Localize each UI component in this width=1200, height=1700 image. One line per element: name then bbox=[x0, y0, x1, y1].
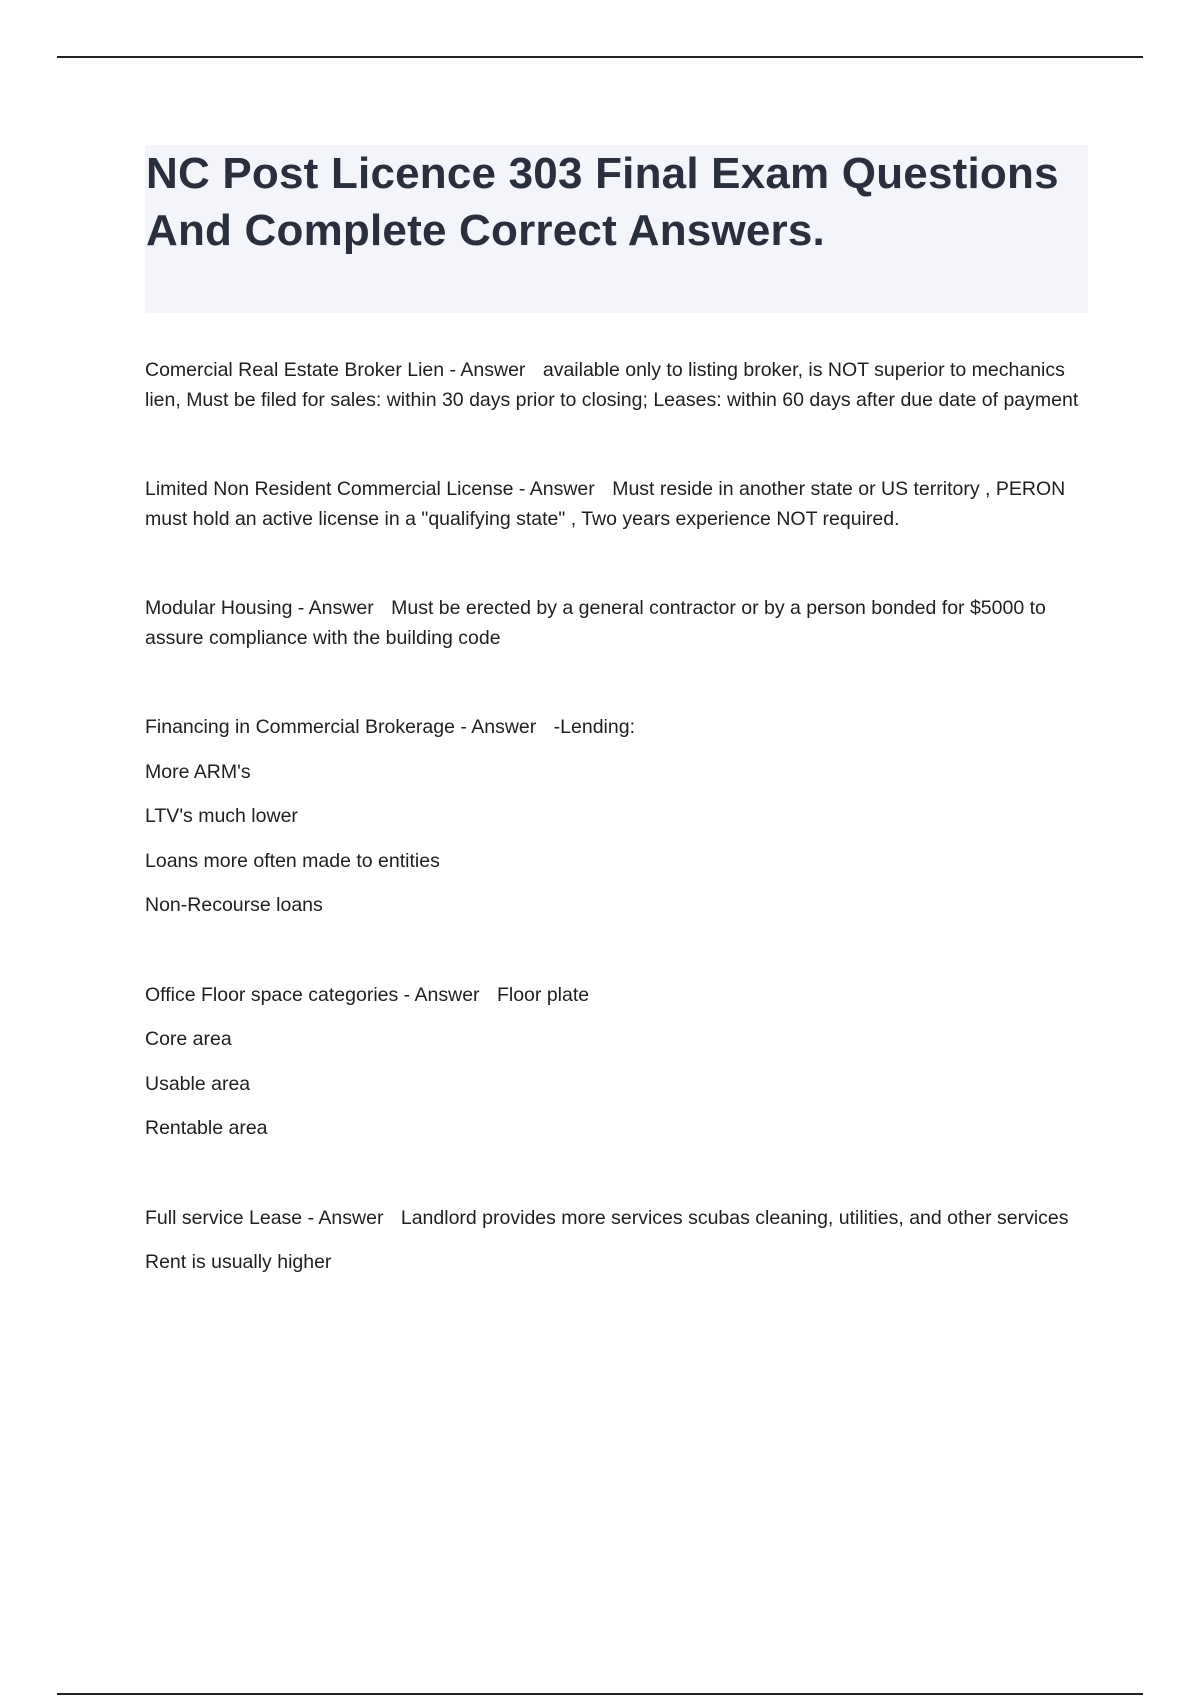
qa-entry bbox=[145, 475, 1090, 534]
qa-answer-line: Core area bbox=[145, 1028, 232, 1050]
qa-first-line bbox=[145, 475, 1090, 534]
qa-answer-line: More ARM's bbox=[145, 760, 251, 783]
document-title: NC Post Licence 303 Final Exam Questions And Complete Correct Answers. bbox=[146, 149, 1059, 255]
qa-entry bbox=[145, 981, 1090, 1144]
answer-label: - Answer bbox=[454, 716, 542, 738]
top-rule bbox=[57, 56, 1143, 58]
qa-answer-line: -Lending: bbox=[553, 716, 635, 738]
qa-term: Modular Housing bbox=[145, 597, 293, 619]
qa-answer-line: Must be erected by a general contractor or by a person bonded for $5000 to assure compliance with the building code bbox=[145, 597, 1046, 649]
qa-first-line bbox=[145, 594, 1090, 653]
title-block bbox=[145, 145, 1088, 313]
qa-answer-line: Rent is usually higher bbox=[145, 1251, 332, 1273]
qa-answer-line: Landlord provides more services scubas cleaning, utilities, and other services bbox=[400, 1206, 1069, 1229]
qa-term: Full service Lease bbox=[145, 1206, 303, 1229]
answer-label: - Answer bbox=[444, 359, 531, 381]
qa-term: Comercial Real Estate Broker Lien bbox=[145, 359, 445, 381]
answer-label: - Answer bbox=[302, 1206, 389, 1229]
answer-label: - Answer bbox=[513, 478, 601, 500]
qa-answer-line: Rentable area bbox=[145, 1117, 268, 1139]
qa-first-line bbox=[145, 713, 1090, 743]
qa-answer-line: LTV's much lower bbox=[145, 805, 298, 827]
qa-first-line bbox=[145, 356, 1090, 415]
qa-term: Office Floor space categories bbox=[145, 983, 399, 1006]
bottom-rule bbox=[57, 1693, 1143, 1695]
qa-answer-line: Loans more often made to entities bbox=[145, 849, 440, 872]
qa-answer-line: Floor plate bbox=[496, 983, 590, 1006]
answer-label: - Answer bbox=[292, 597, 380, 619]
qa-answer-line: available only to listing broker, is NOT superior to mechanics lien, Must be filed for sales: within 30 days prior to closing; Leases: within 60 days after due date of payment bbox=[145, 359, 1079, 411]
qa-answer-line: Must reside in another state or US territory , PERON must hold an active license in a "qualifying state" , Two years experience NOT required. bbox=[145, 478, 1066, 530]
qa-term: Financing in Commercial Brokerage bbox=[145, 716, 455, 738]
qa-entry bbox=[145, 594, 1090, 653]
qa-entry bbox=[145, 713, 1090, 921]
qa-first-line bbox=[145, 1204, 1090, 1234]
qa-term: Limited Non Resident Commercial License bbox=[145, 478, 514, 500]
answer-label: - Answer bbox=[398, 983, 485, 1006]
qa-answer-line: Usable area bbox=[145, 1072, 251, 1095]
qa-entry bbox=[145, 356, 1090, 415]
qa-answer-line: Non-Recourse loans bbox=[145, 894, 323, 916]
qa-entry bbox=[145, 1204, 1090, 1278]
qa-first-line bbox=[145, 981, 1090, 1011]
qa-list bbox=[145, 356, 1090, 1278]
